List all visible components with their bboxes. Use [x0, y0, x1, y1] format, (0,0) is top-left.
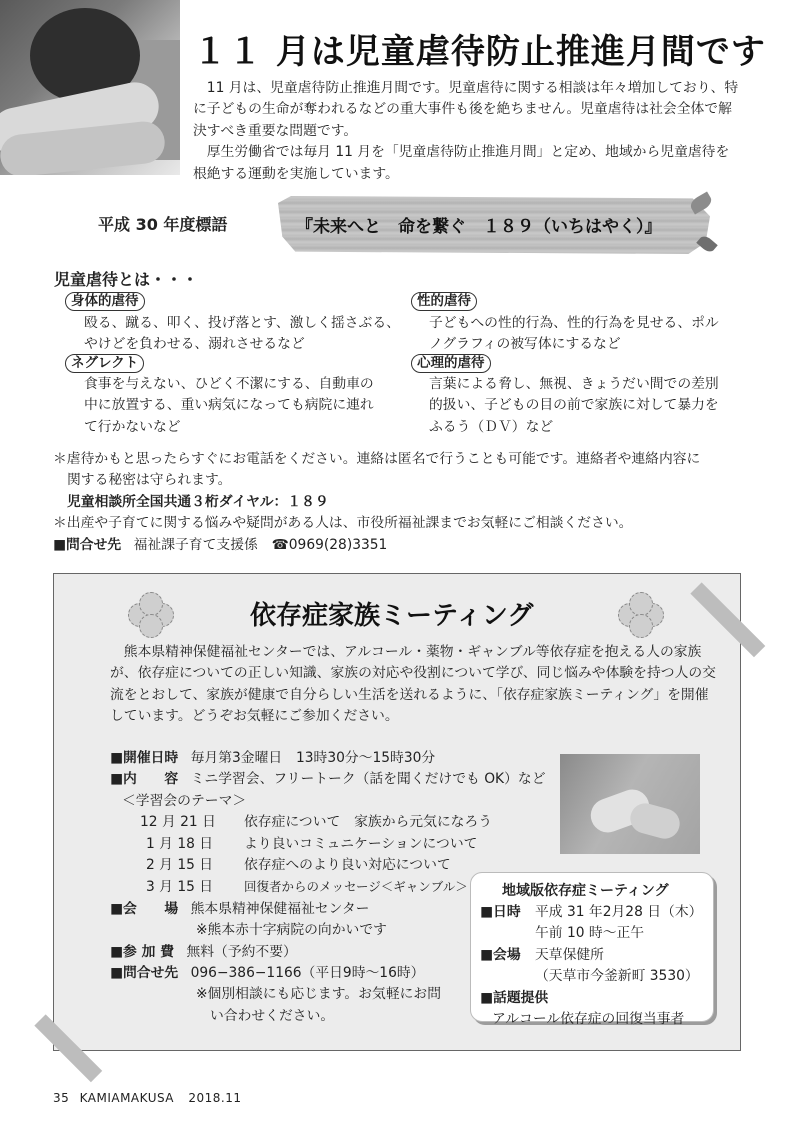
intro-paragraph: 11 月は、児童虐待防止推進月間です。児童虐待に関する相談は年々増加しており、特に子どもの生命が奪われるなどの重大事件も後を絶ちません。児童虐待は社会全体で解決すべき重要な問題です。: [193, 80, 739, 139]
abuse-type-neglect: [65, 354, 144, 373]
theme-topic: より良いコミュニケーションについて: [244, 835, 478, 852]
page-number: 35: [53, 1091, 70, 1105]
intro-paragraph: 厚生労働省では毎月 11 月を「児童虐待防止推進月間」と定め、地域から児童虐待を根絶する運動を実施しています。: [193, 144, 730, 182]
note-line: 関する秘密は守られます。: [67, 472, 232, 489]
abuse-tag: 心理的虐待: [411, 354, 491, 373]
theme-date: 2 月 15 日: [146, 857, 214, 874]
abuse-desc: [84, 313, 404, 356]
theme-row: [110, 812, 546, 833]
clover-icon: [128, 592, 172, 636]
regional-row: [480, 902, 702, 923]
regional-title: 地域版依存症ミーティング: [502, 883, 669, 899]
contact-label: ■問合せ先: [53, 536, 122, 553]
regional-details: [480, 902, 702, 1030]
regional-label: ■日時: [480, 904, 521, 920]
contact-value: 福祉課子育て支援係 ☎0969(28)3351: [133, 536, 388, 553]
theme-date: 3 月 15 日: [146, 879, 214, 896]
regional-row: [480, 945, 702, 966]
note-line: ＊虐待かもと思ったらすぐにお電話をください。連絡は匿名で行うことも可能です。連絡者や連絡内容に: [53, 451, 701, 467]
desc-line: やけどを負わせる、溺れさせるなど: [84, 336, 305, 353]
slogan-label: 平成 30 年度標語: [98, 215, 228, 234]
detail-row: [110, 769, 546, 790]
contact-line: [53, 535, 753, 556]
meeting-intro: [110, 642, 718, 728]
detail-value: 096−386−1166（平日9時〜16時）: [190, 965, 425, 982]
abuse-desc: [84, 374, 404, 438]
abuse-type-sexual: [411, 292, 477, 311]
abuse-tag: 身体的虐待: [65, 292, 145, 311]
intro-text: [193, 78, 743, 185]
theme-date: 12 月 21 日: [140, 814, 216, 831]
detail-label: ■問合せ先: [110, 965, 179, 982]
regional-value: アルコール依存症の回復当事者: [492, 1011, 685, 1028]
abuse-desc: [429, 374, 749, 438]
regional-value: 午前 10 時～正午: [535, 925, 645, 942]
abuse-type-physical: [65, 292, 145, 311]
meeting-title: 依存症家族ミーティング: [250, 601, 534, 631]
desc-line: 的扱い、子どもの目の前で家族に対して暴力を: [429, 397, 719, 414]
abuse-desc: [429, 313, 749, 356]
abuse-tag: ネグレクト: [65, 354, 144, 373]
child-photo: [0, 0, 180, 175]
regional-value: 平成 31 年2月28 日（木）: [535, 904, 703, 920]
desc-line: 食事を与えない、ひどく不潔にする、自動車の: [84, 376, 374, 392]
note-line: ＊出産や子育てに関する悩みや疑問がある人は、市役所福祉課までお気軽にご相談ください。: [53, 515, 633, 532]
desc-line: 言葉による脅し、無視、きょうだい間での差別: [429, 376, 719, 392]
hotline-number: 児童相談所全国共通３桁ダイヤル：１８９: [67, 493, 329, 510]
desc-line: ふるう（ＤＶ）など: [429, 418, 554, 435]
theme-topic: 依存症について 家族から元気になろう: [244, 814, 493, 831]
detail-label: ■会 場: [110, 900, 179, 917]
regional-label: ■会場: [480, 946, 521, 963]
slogan-text: 『未来へと 命を繋ぐ １８９（いちはやく）』: [296, 217, 662, 237]
desc-line: て行かないなど: [84, 418, 181, 435]
page-footer: [53, 1091, 241, 1105]
intro-paragraph: 熊本県精神保健福祉センターでは、アルコール・薬物・ギャンブル等依存症を抱える人の家族が、依存症についての正しい知識、家族の対応や役割について学び、同じ悩みや体験を持つ人の交流をとおして、家族が健康で自分らしい生活を送れるように、「依存症家族ミーティング」を開催しています。どうぞお気軽にご参加ください。: [110, 644, 716, 725]
detail-value: 無料（予約不要）: [186, 943, 297, 960]
theme-row: [110, 834, 546, 855]
detail-note: い合わせください。: [210, 1007, 335, 1024]
desc-line: 子どもへの性的行為、性的行為を見せる、ポル: [429, 315, 719, 331]
detail-label: ■内 容: [110, 771, 179, 788]
detail-row: [110, 748, 546, 769]
desc-line: ノグラフィの被写体にするなど: [429, 336, 621, 353]
issue-date: 2018.11: [188, 1091, 242, 1105]
theme-topic: 回復者からのメッセージ＜ギャンブル＞: [244, 879, 468, 895]
theme-title: ＜学習会のテーマ＞: [122, 792, 247, 809]
abuse-section-title: 児童虐待とは・・・: [54, 270, 199, 289]
regional-value: 天草保健所: [535, 946, 604, 963]
report-note: [53, 449, 753, 556]
abuse-type-psychological: [411, 354, 491, 373]
magazine-name: KAMIAMAKUSA: [79, 1091, 175, 1105]
theme-date: 1 月 18 日: [146, 835, 214, 852]
desc-line: 殴る、蹴る、叩く、投げ落とす、激しく揺さぶる、: [84, 315, 400, 331]
regional-value: （天草市今釜新町 3530）: [535, 968, 699, 985]
detail-value: ミニ学習会、フリートーク（話を聞くだけでも OK）など: [190, 771, 546, 788]
detail-label: ■開催日時: [110, 750, 179, 766]
detail-note: ※個別相談にも応じます。お気軽にお問: [196, 986, 442, 1003]
holding-hands-photo: [560, 754, 700, 854]
abuse-tag: 性的虐待: [411, 292, 477, 311]
detail-value: 毎月第3金曜日 13時30分～15時30分: [190, 750, 436, 766]
detail-value: 熊本県精神保健福祉センター: [190, 900, 370, 917]
desc-line: 中に放置する、重い病気になっても病院に連れ: [84, 397, 374, 414]
regional-label: ■話題提供: [480, 989, 549, 1006]
page-title: １１ 月は児童虐待防止推進月間です: [193, 32, 766, 72]
detail-label: ■参 加 費: [110, 943, 175, 960]
theme-topic: 依存症へのより良い対応について: [244, 857, 451, 874]
detail-note: ※熊本赤十字病院の向かいです: [196, 922, 387, 939]
clover-icon: [618, 592, 662, 636]
